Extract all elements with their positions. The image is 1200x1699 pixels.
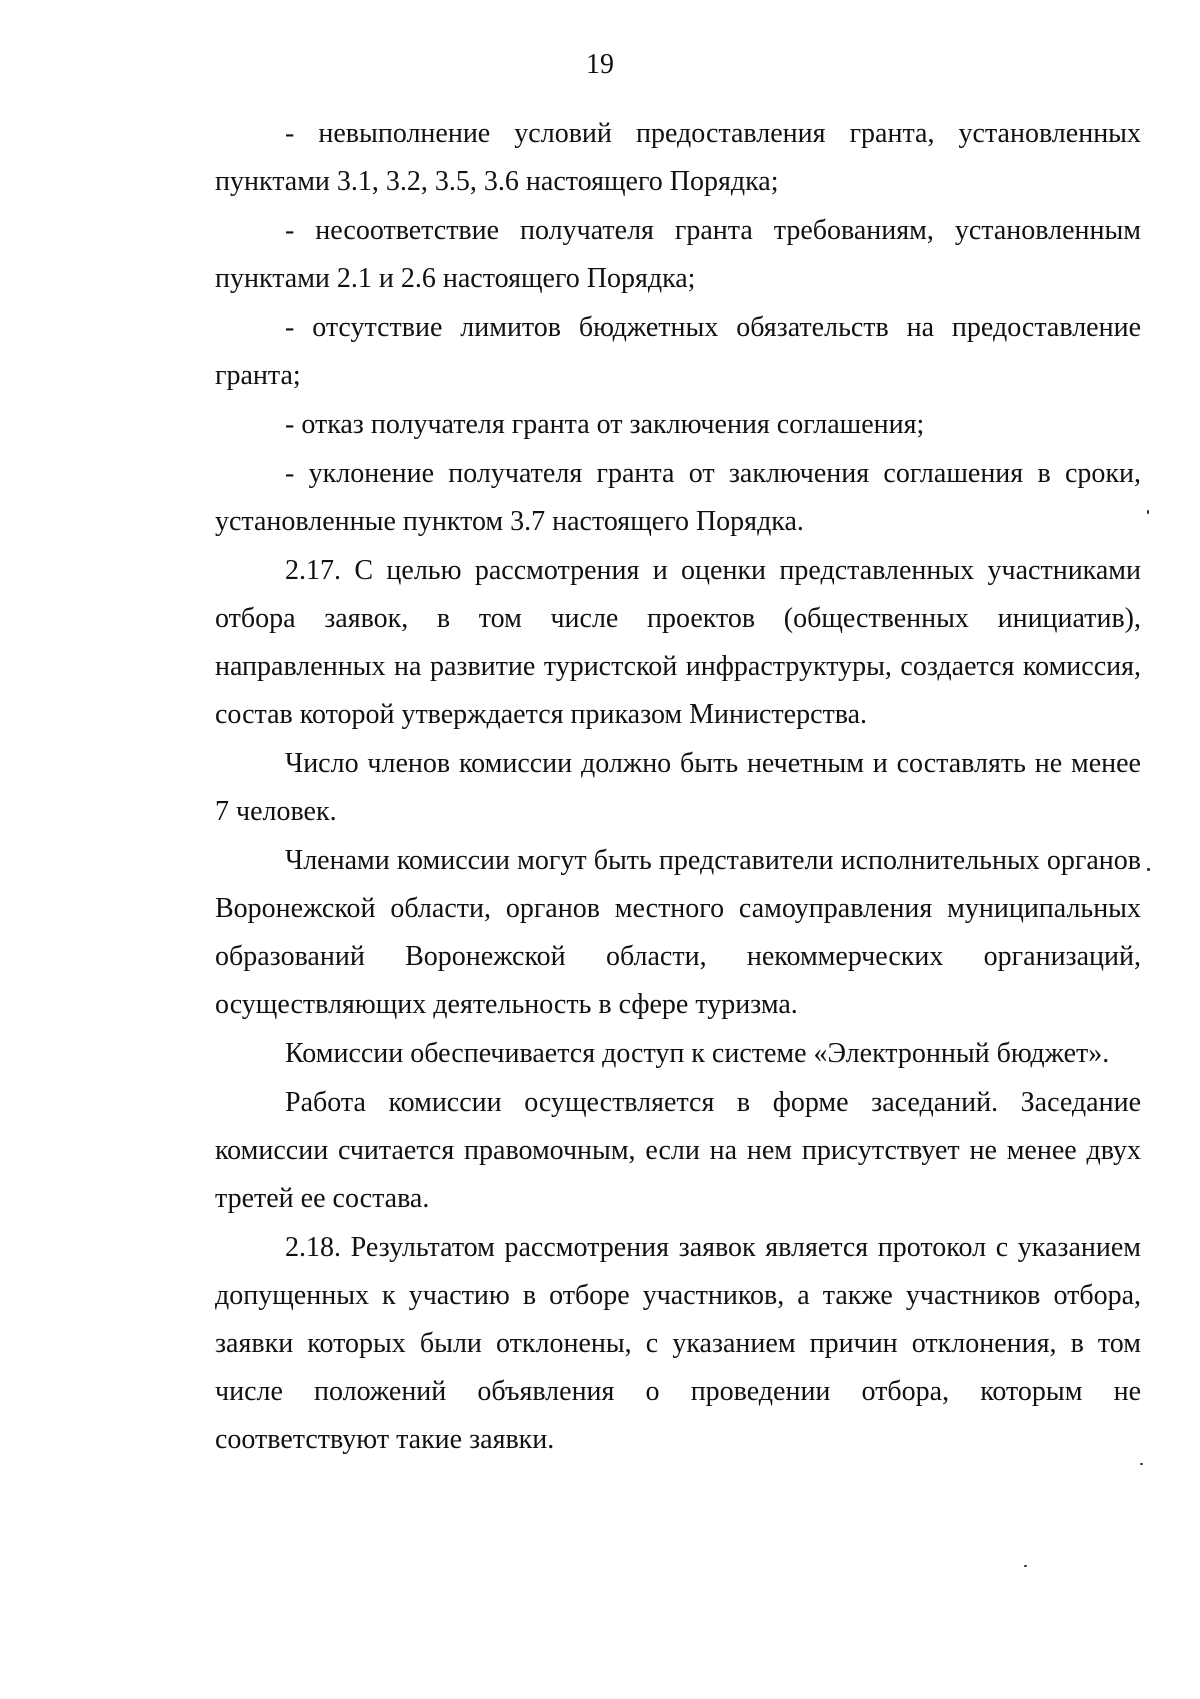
document-body: [215, 110, 1141, 1464]
scan-speck: [1140, 1463, 1143, 1465]
paragraph-e-budget-access: Комиссии обеспечивается доступ к системе «Электронный бюджет».: [285, 1038, 1110, 1069]
paragraph-members: Членами комиссии могут быть представители исполнительных органов Воронежской области, органов местного самоуправления муниципальных образований Воронежской области, некоммерческих организаций, осуществляющих деятельность в сфере туризма.: [215, 845, 1141, 1020]
paragraph-condition-violation: - невыполнение условий предоставления гранта, установленных пунктами 3.1, 3.2, 3.5, 3.6 настоящего Порядка;: [215, 118, 1141, 197]
paragraph-2-18-protocol: 2.18. Результатом рассмотрения заявок является протокол с указанием допущенных к участию в отборе участников, а также участников отбора, заявки которых были отклонены, с указанием причин отклонения, в том числе положений объявления о проведении отбора, которым не соответствуют такие заявки.: [215, 1232, 1141, 1455]
paragraph-requirements-mismatch: - несоответствие получателя гранта требованиям, установленным пунктами 2.1 и 2.6 настоящего Порядка;: [215, 215, 1141, 294]
paragraph-refusal: - отказ получателя гранта от заключения соглашения;: [285, 409, 925, 440]
page-number: 19: [586, 49, 614, 80]
scan-speck: [1024, 1565, 1027, 1567]
paragraph-2-17-commission: 2.17. С целью рассмотрения и оценки представленных участниками отбора заявок, в том числе проектов (общественных инициатив), направленных на развитие туристской инфраструктуры, создается комиссия, состав которой утверждается приказом Министерства.: [215, 555, 1141, 730]
paragraph-member-count: Число членов комиссии должно быть нечетным и составлять не менее 7 человек.: [215, 748, 1141, 827]
scan-speck: [1147, 868, 1150, 871]
paragraph-evasion: - уклонение получателя гранта от заключения соглашения в сроки, установленные пунктом 3.7 настоящего Порядка.: [215, 458, 1141, 537]
scan-speck: [1147, 510, 1149, 514]
paragraph-no-budget-limits: - отсутствие лимитов бюджетных обязательств на предоставление гранта;: [215, 312, 1141, 391]
paragraph-meetings: Работа комиссии осуществляется в форме заседаний. Заседание комиссии считается правомочным, если на нем присутствует не менее двух третей ее состава.: [215, 1087, 1141, 1214]
